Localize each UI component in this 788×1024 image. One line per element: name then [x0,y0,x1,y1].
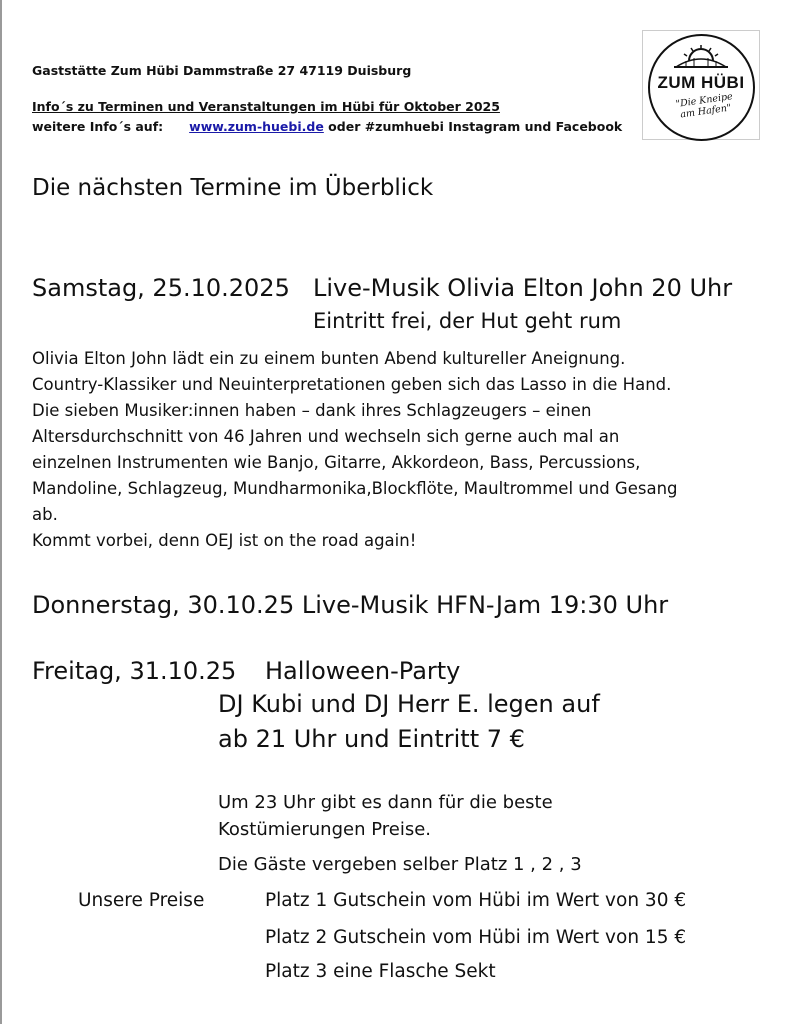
logo [642,30,760,140]
bridge-sun-icon [672,43,730,73]
event1-date: Samstag, 25.10.2025 [32,274,290,302]
more-info-line [32,119,622,134]
prizes-label: Unsere Preise [78,890,205,911]
description-line: ab. [32,505,58,524]
guests-line: Die Gäste vergeben selber Platz 1 , 2 , 3 [218,854,582,875]
event3-title: Halloween-Party [265,657,461,685]
address-line: Gaststätte Zum Hübi Dammstraße 27 47119 Duisburg [32,63,412,78]
more-info-label: weitere Info´s auf: [32,119,164,134]
event1-entry: Eintritt frei, der Hut geht rum [313,309,622,333]
event1-description [32,346,772,554]
prize-2: Platz 2 Gutschein vom Hübi im Wert von 15 € [265,927,687,948]
event3-date: Freitag, 31.10.25 [32,657,237,685]
description-line: Olivia Elton John lädt ein zu einem bunten Abend kultureller Aneignung. [32,349,626,368]
logo-title: ZUM HÜBI [657,73,745,92]
description-line: Country-Klassiker und Neuinterpretationen geben sich das Lasso in die Hand. [32,375,672,394]
event3-entry-line: ab 21 Uhr und Eintritt 7 € [218,725,525,753]
description-line: Mandoline, Schlagzeug, Mundharmonika,Blockflöte, Maultrommel und Gesang [32,479,678,498]
event1-title: Live-Musik Olivia Elton John 20 Uhr [313,274,733,302]
website-link[interactable]: www.zum-huebi.de [189,119,324,134]
page-edge [0,0,2,1024]
description-line: Die sieben Musiker:innen haben – dank ihres Schlagzeugers – einen [32,401,592,420]
description-line: Kommt vorbei, denn OEJ ist on the road again! [32,531,417,550]
description-line: einzelnen Instrumenten wie Banjo, Gitarre, Akkordeon, Bass, Percussions, [32,453,641,472]
description-line: Altersdurchschnitt von 46 Jahren und wechseln sich gerne auch mal an [32,427,620,446]
overview-heading: Die nächsten Termine im Überblick [32,175,434,201]
event3-dj-line: DJ Kubi und DJ Herr E. legen auf [218,690,600,718]
info-line: Info´s zu Terminen und Veranstaltungen im Hübi für Oktober 2025 [32,99,500,114]
social-text: oder #zumhuebi Instagram und Facebook [323,119,623,134]
prize-3: Platz 3 eine Flasche Sekt [265,961,496,982]
costume-line-2: Kostümierungen Preise. [218,819,432,840]
event2-line: Donnerstag, 30.10.25 Live-Musik HFN-Jam 19:30 Uhr [32,591,669,619]
prize-1: Platz 1 Gutschein vom Hübi im Wert von 30 € [265,890,687,911]
costume-line-1: Um 23 Uhr gibt es dann für die beste [218,792,553,813]
logo-subtitle: "Die Kneipe am Hafen" [675,91,734,121]
